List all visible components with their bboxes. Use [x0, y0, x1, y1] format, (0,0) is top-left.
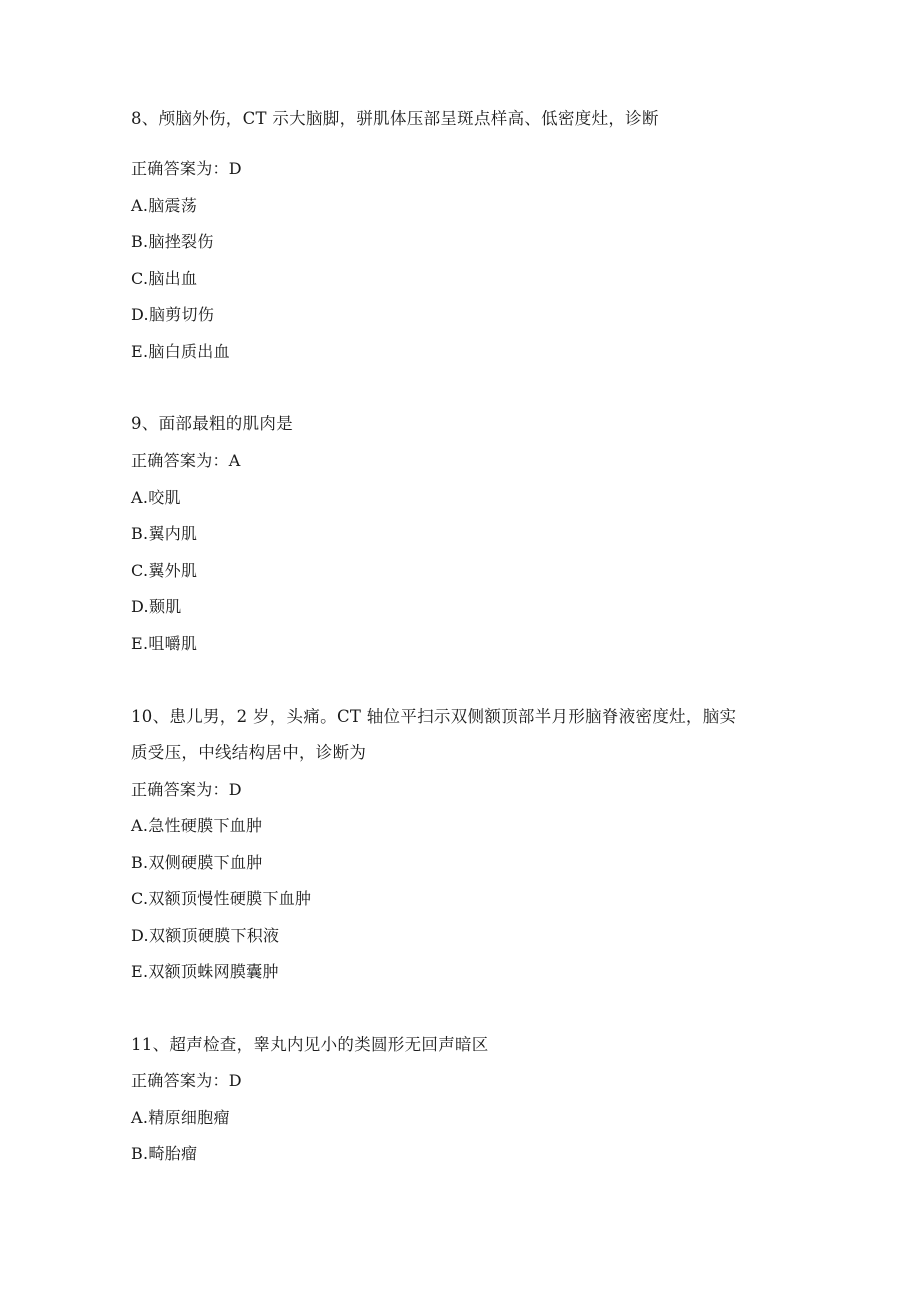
question-8-stem: 8、颅脑外伤，CT 示大脑脚，骈肌体压部呈斑点样高、低密度灶，诊断 — [131, 109, 659, 128]
question-10-answer: 正确答案为：D — [131, 780, 242, 799]
question-9-answer: 正确答案为：A — [131, 451, 241, 470]
question-9-option-e: E.咀嚼肌 — [131, 634, 198, 653]
question-11-stem: 11、超声检查，睾丸内见小的类圆形无回声暗区 — [131, 1035, 489, 1054]
question-10-stem-line-2: 质受压，中线结构居中，诊断为 — [131, 743, 367, 762]
question-9-option-c: C.翼外肌 — [131, 561, 198, 580]
question-10-option-a: A.急性硬膜下血肿 — [131, 816, 263, 835]
question-9-option-a: A.咬肌 — [131, 488, 181, 507]
question-10-option-b: B.双侧硬膜下血肿 — [131, 853, 263, 872]
question-8-option-e: E.脑白质出血 — [131, 342, 230, 361]
question-11-option-a: A.精原细胞瘤 — [131, 1108, 230, 1127]
question-9-option-d: D.颞肌 — [131, 597, 182, 616]
question-10-option-c: C.双额顶慢性硬膜下血肿 — [131, 889, 312, 908]
question-8-option-b: B.脑挫裂伤 — [131, 232, 214, 251]
question-10-stem-line-1: 10、患儿男，2 岁，头痛。CT 轴位平扫示双侧额顶部半月形脑脊液密度灶，脑实 — [131, 707, 737, 726]
question-8-option-c: C.脑出血 — [131, 269, 198, 288]
question-8-option-a: A.脑震荡 — [131, 196, 198, 215]
question-10-option-d: D.双额顶硬膜下积液 — [131, 926, 280, 945]
question-9-stem: 9、面部最粗的肌肉是 — [131, 414, 293, 433]
question-10-option-e: E.双额顶蛛网膜囊肿 — [131, 962, 279, 981]
question-9-option-b: B.翼内肌 — [131, 524, 198, 543]
question-8-answer: 正确答案为：D — [131, 159, 242, 178]
question-11-option-b: B.畸胎瘤 — [131, 1144, 198, 1163]
question-8-option-d: D.脑剪切伤 — [131, 305, 215, 324]
question-11-answer: 正确答案为：D — [131, 1071, 242, 1090]
